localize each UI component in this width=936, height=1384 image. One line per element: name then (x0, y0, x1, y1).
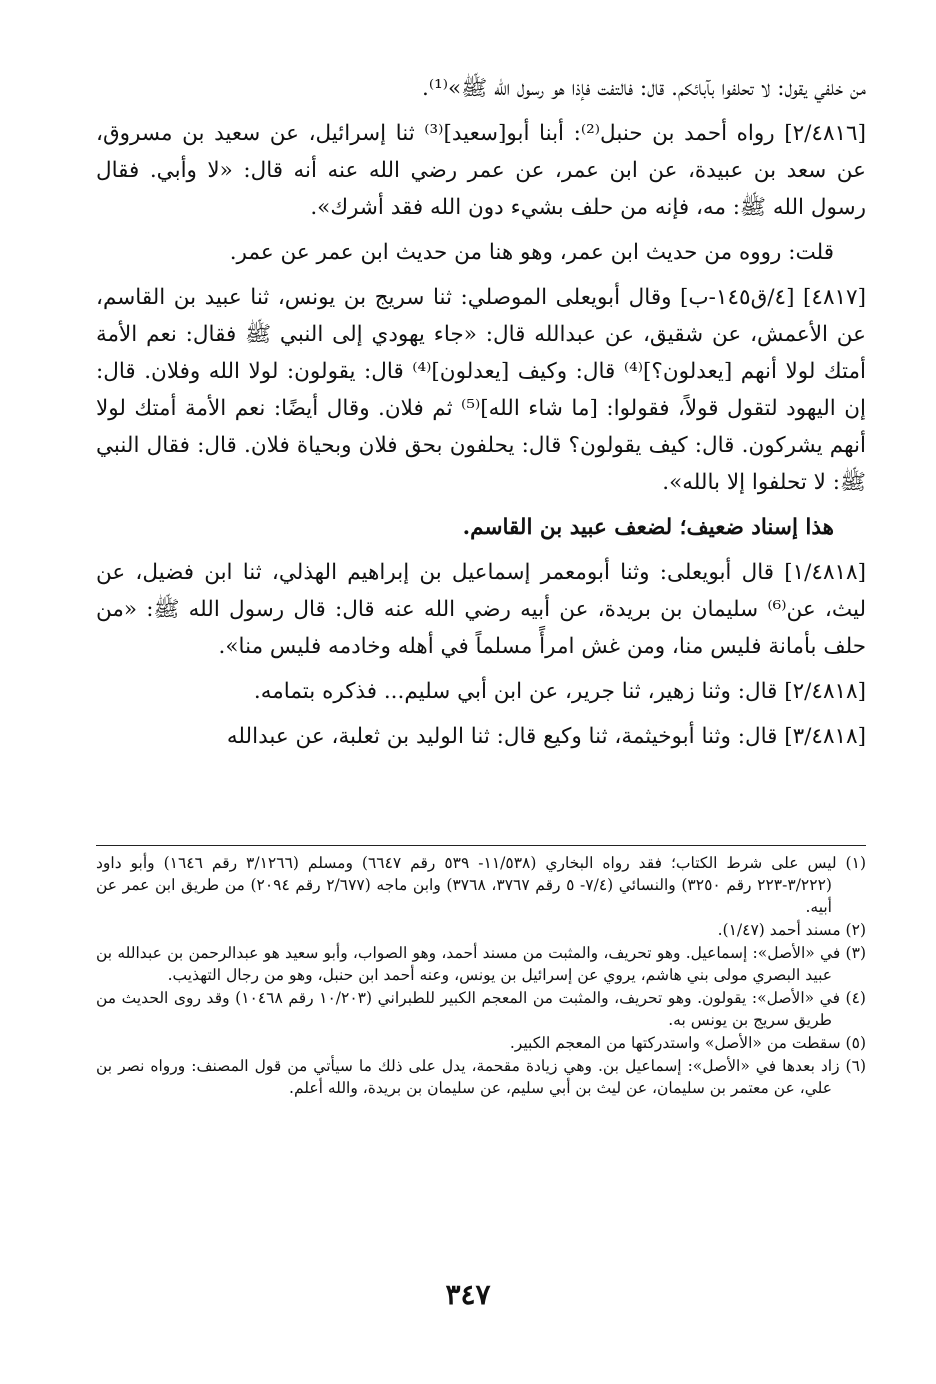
paragraph-isnad-grading: هذا إسناد ضعيف؛ لضعف عبيد بن القاسم. (462, 515, 834, 540)
paragraph-comment: قلت: رووه من حديث ابن عمر، وهو هنا من حديث ابن عمر عن عمر. (229, 240, 834, 265)
footnotes-section (96, 845, 866, 1100)
main-text (96, 70, 866, 763)
footnote-6: (٦) زاد بعدها في «الأصل»: إسماعيل بن. وهي زيادة مقحمة، يدل على ذلك ما سيأتي من قول المصنف: ورواه نصر بن علي، عن معتمر بن سليمان، عن ليث بن أبي سليم، عن سليمان بن بريدة، والله أعلم. (96, 1057, 866, 1097)
footnote-1: (١) ليس على شرط الكتاب؛ فقد رواه البخاري (١١/٥٣٨- ٥٣٩ رقم ٦٦٤٧) ومسلم (٣/١٢٦٦ رقم ١٦٤٦) وأبو داود (٣/٢٢٢-٢٢٣ رقم ٣٢٥٠) والنسائي (٧/٤- ٥ رقم ٣٧٦٧، ٣٧٦٨) وابن ماجه (٢/٦٧٧ رقم ٢٠٩٤) من طريق ابن عمر عن أبيه. (96, 854, 866, 916)
paragraph-continuation: من خلفي يقول: لا تحلفوا بآبائكم. قال: فالتفت فإذا هو رسول الله ﷺ»⁽¹⁾. (422, 76, 866, 101)
paragraph-hadith-4818-1: [١/٤٨١٨] قال أبويعلى: وثنا أبومعمر إسماعيل بن إبراهيم الهذلي، ثنا ابن فضيل، عن ليث، عن⁽⁶⁾ سليمان بن بريدة، عن أبيه رضي الله عنه قال: قال رسول الله ﷺ: «من حلف بأمانة فليس منا، ومن غش امرأً مسلماً في أهله وخادمه فليس منا». (96, 560, 867, 659)
footnote-3: (٣) في «الأصل»: إسماعيل. وهو تحريف، والمثبت من مسند أحمد، وهو الصواب، وأبو سعيد هو عبدالرحمن بن عبدالله بن عبيد البصري مولى بني هاشم، يروي عن إسرائيل بن يونس، وعنه أحمد ابن حنبل، وهو من رجال التهذيب. (96, 944, 866, 984)
paragraph-hadith-4817: [٤٨١٧] [٤/ق١٤٥-ب] وقال أبويعلى الموصلي: ثنا سريج بن يونس، ثنا عبيد بن القاسم، عن الأعمش، عن شقيق، عن عبدالله قال: «جاء يهودي إلى النبي ﷺ فقال: نعم الأمة أمتك لولا أنهم [يعدلون؟]⁽⁴⁾ قال: وكيف [يعدلون]⁽⁴⁾ قال: يقولون: لولا الله وفلان. قال: إن اليهود لتقول قولاً، فقولوا: [ما شاء الله]⁽⁵⁾ ثم فلان. وقال أيضًا: نعم الأمة أمتك لولا أنهم يشركون. قال: كيف يقولون؟ قال: يحلفون بحق فلان وبحياة فلان. قال: فقال النبي ﷺ: لا تحلفوا إلا بالله». (96, 285, 866, 495)
paragraph-hadith-4818-3: [٣/٤٨١٨] قال: وثنا أبوخيثمة، ثنا وكيع قال: ثنا الوليد بن ثعلبة، عن عبدالله (226, 724, 866, 749)
page-number: ٣٤٧ (445, 1278, 491, 1311)
footnote-2: (٢) مسند أحمد (١/٤٧). (717, 921, 866, 939)
footnote-4: (٤) في «الأصل»: يقولون. وهو تحريف، والمثبت من المعجم الكبير للطبراني (١٠/٢٠٣ رقم ١٠٤٦٨) وقد روى الحديث من طريق سريج بن يونس به. (96, 989, 866, 1029)
paragraph-hadith-4818-2: [٢/٤٨١٨] قال: وثنا زهير، ثنا جرير، عن ابن أبي سليم... فذكره بتمامه. (253, 679, 866, 704)
paragraph-hadith-4816-2: [٢/٤٨١٦] رواه أحمد بن حنبل⁽²⁾: أبنا أبو[سعيد]⁽³⁾ ثنا إسرائيل، عن سعيد بن مسروق، عن سعد بن عبيدة، عن ابن عمر، عن عمر رضي الله عنه أنه قال: «لا وأبي. فقال رسول الله ﷺ: مه، فإنه من حلف بشيء دون الله فقد أشرك». (96, 121, 866, 220)
footnote-5: (٥) سقطت من «الأصل» واستدركتها من المعجم الكبير. (509, 1034, 866, 1052)
